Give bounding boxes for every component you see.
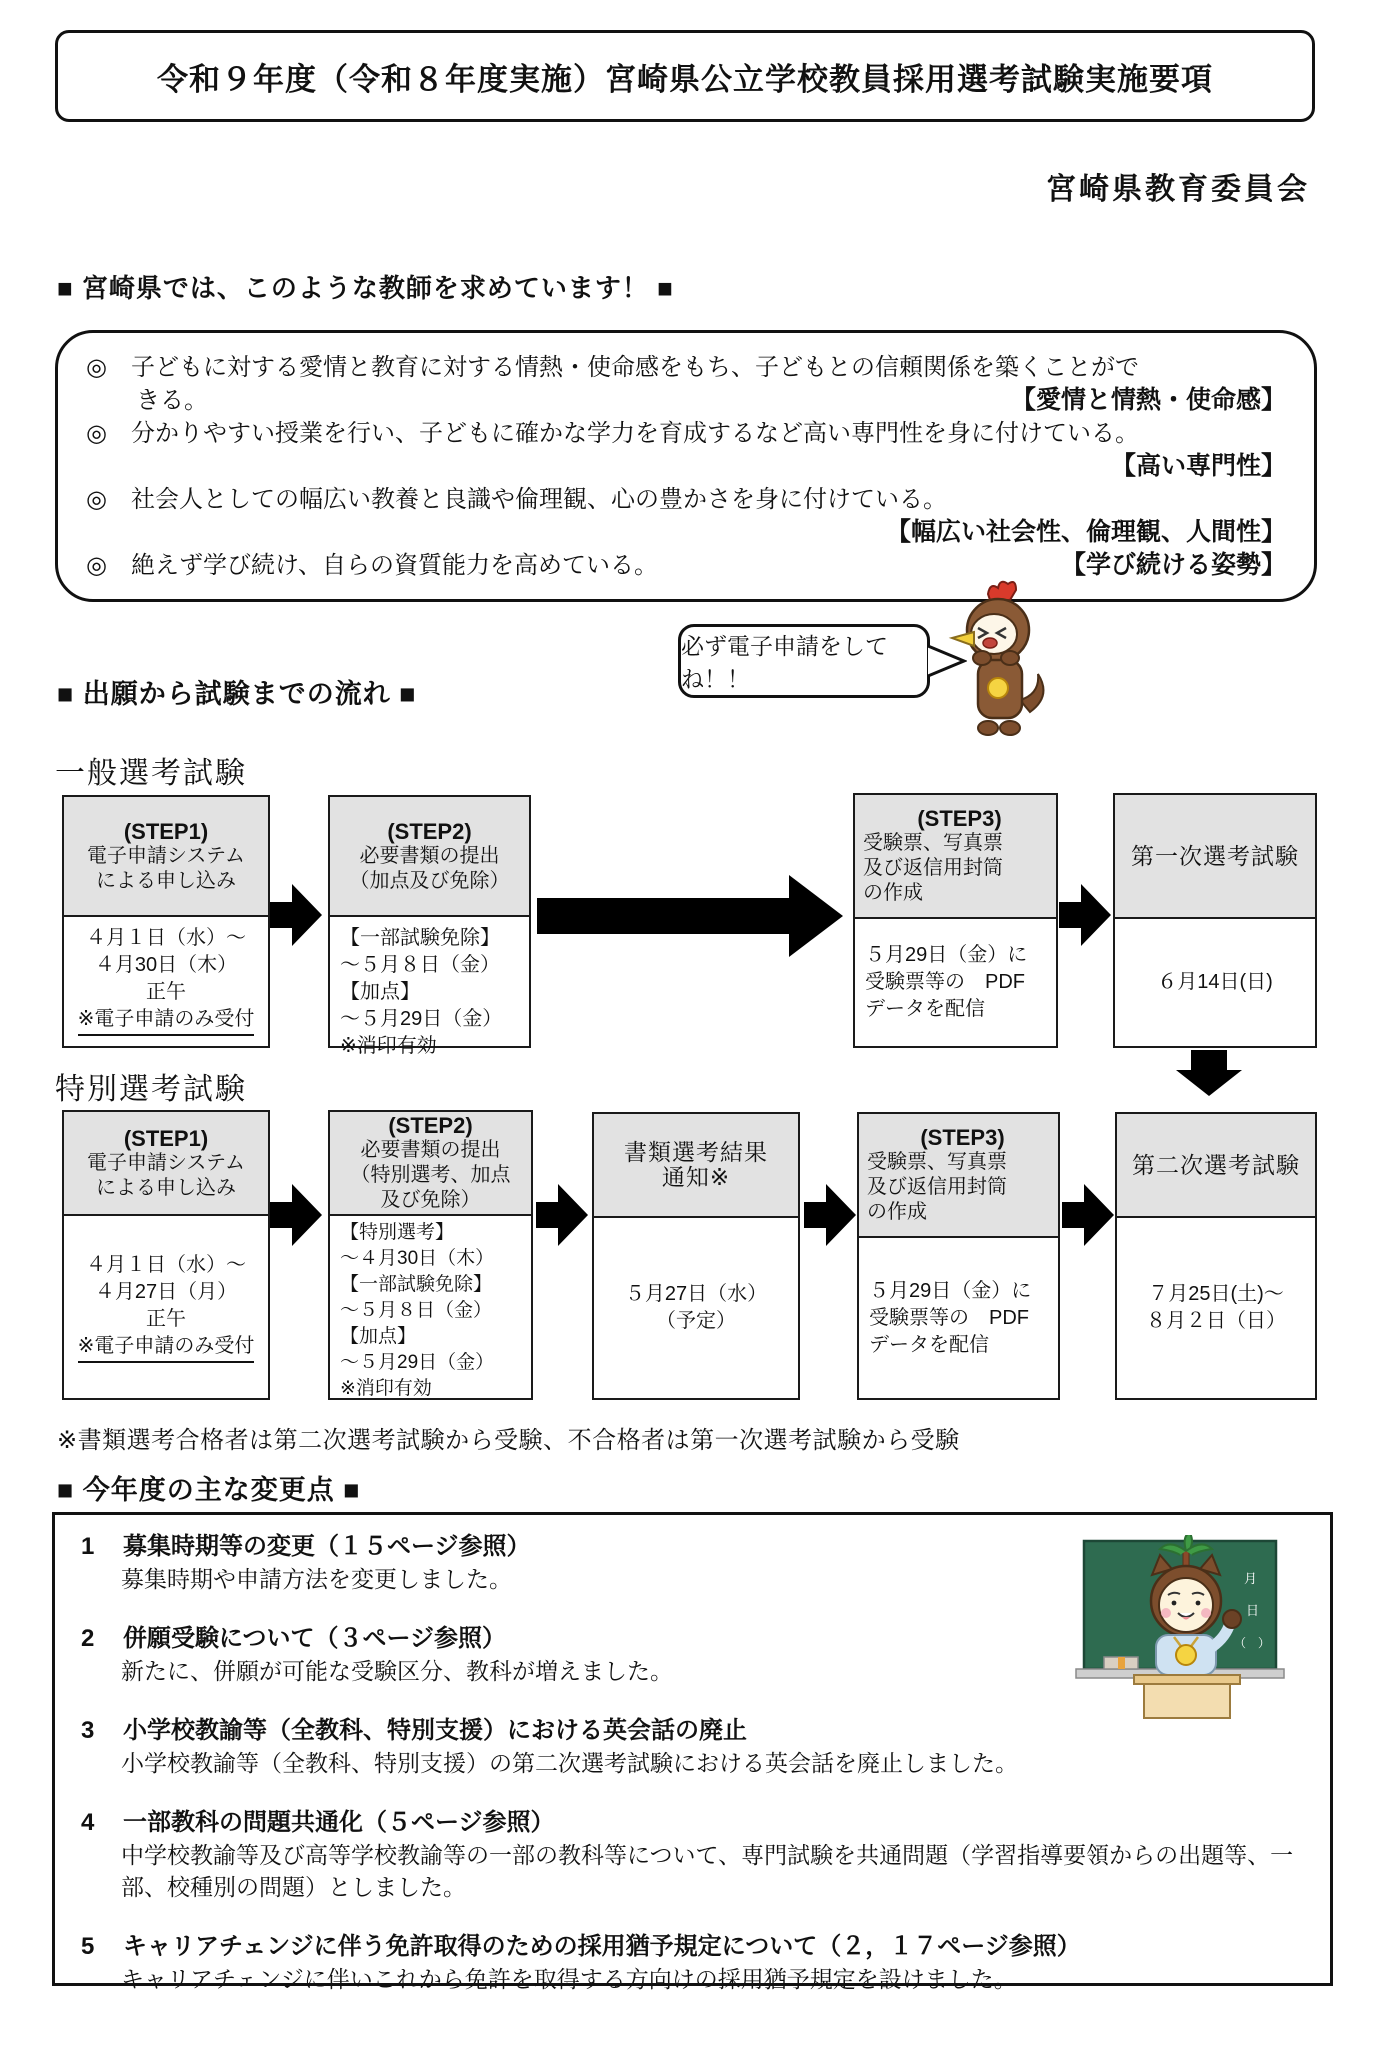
step-number: (STEP2) bbox=[388, 1113, 473, 1138]
wanted-item-2-text: ◎ 分かりやすい授業を行い、子どもに確かな学力を育成するなど高い専門性を身に付けている。 bbox=[86, 420, 1139, 447]
step-number: (STEP3) bbox=[917, 806, 1002, 831]
change-number: 5 bbox=[81, 1933, 95, 1960]
change-body: 中学校教諭等及び高等学校教諭等の一部の教科等について、専門試験を共通問題（学習指導要領からの出題等、一部、校種別の問題）としました。 bbox=[121, 1842, 1294, 1900]
eye-right bbox=[1196, 1601, 1201, 1606]
arrow-down-icon bbox=[1176, 1050, 1242, 1096]
body-line: ～５月８日（金） bbox=[340, 1300, 493, 1321]
flow-general-step2-header bbox=[330, 797, 529, 917]
wanted-item-2-cont bbox=[86, 450, 1286, 483]
speech-bubble-tail bbox=[925, 642, 967, 680]
speech-bubble bbox=[678, 624, 930, 698]
header-line: 第一次選考試験 bbox=[1131, 842, 1299, 869]
flow-special-step2-box bbox=[328, 1110, 533, 1400]
body-line: ～５月29日（金） bbox=[340, 1008, 503, 1030]
change-number: 3 bbox=[81, 1717, 95, 1744]
header-line: の作成 bbox=[867, 1201, 927, 1223]
flow-second-exam-box bbox=[1115, 1112, 1317, 1400]
mascot-comb bbox=[988, 582, 1016, 600]
step-number: (STEP1) bbox=[123, 818, 209, 844]
flow-general-step1-header bbox=[64, 797, 268, 917]
wanted-item-4-row bbox=[86, 549, 1286, 582]
wanted-item-3-cont bbox=[86, 516, 1286, 549]
body-line: ５月29日（金）に bbox=[869, 1279, 1032, 1302]
header-line: 及び返信用封筒 bbox=[867, 1176, 1007, 1198]
mascot-arm-left bbox=[973, 651, 991, 665]
flow-result-box bbox=[592, 1112, 800, 1400]
mascot-face bbox=[971, 614, 1017, 654]
flow-first-exam-header bbox=[1115, 795, 1315, 919]
flow-special-step3-box bbox=[857, 1112, 1060, 1400]
body-line: ５月27日（水） bbox=[624, 1283, 768, 1305]
wanted-item-1-text2: きる。 bbox=[136, 387, 208, 414]
flow-first-exam-box bbox=[1113, 793, 1317, 1048]
teacher-mascot-illustration bbox=[1068, 1535, 1308, 1725]
wanted-item-4-label: 【学び続ける姿勢】 bbox=[1060, 551, 1286, 579]
mascot-tail bbox=[1020, 674, 1043, 712]
body-line: ４月１日（水）～ bbox=[86, 927, 246, 949]
body-line: ～４月30日（木） bbox=[340, 1248, 495, 1269]
changes-box bbox=[52, 1512, 1333, 1992]
body-line: ～５月29日（金） bbox=[340, 1352, 495, 1373]
body-line: ８月２日（日） bbox=[1146, 1310, 1286, 1332]
flow-general-step1-body bbox=[64, 917, 268, 1046]
header-line: （特別選考、加点 bbox=[350, 1164, 511, 1186]
arrow-right-icon bbox=[536, 1184, 588, 1246]
header-line: による申し込み bbox=[96, 1176, 236, 1199]
cheek-left bbox=[1161, 1608, 1171, 1618]
desk-top bbox=[1134, 1675, 1240, 1684]
body-line: 正午 bbox=[146, 981, 186, 1003]
body-line: （予定） bbox=[656, 1310, 736, 1332]
body-line: ７月25日(土)～ bbox=[1148, 1283, 1284, 1305]
palm-trunk bbox=[1183, 1551, 1189, 1567]
wanted-item-1-label: 【愛情と情熱・使命感】 bbox=[1010, 386, 1286, 414]
step-number: (STEP3) bbox=[920, 1125, 1005, 1150]
header-line: 電子申請システム bbox=[87, 844, 245, 867]
arrow-right-long-icon bbox=[537, 875, 843, 957]
arrow-right-icon bbox=[804, 1184, 856, 1246]
body-note: ※電子申請のみ受付 bbox=[78, 1333, 255, 1363]
wanted-item-2-label: 【高い専門性】 bbox=[1110, 452, 1286, 480]
change-title: キャリアチェンジに伴う免許取得のための採用猶予規定について（２，１７ページ参照） bbox=[123, 1933, 1081, 1960]
change-title: 一部教科の問題共通化（５ページ参照） bbox=[123, 1809, 555, 1836]
header-line: 書類選考結果 bbox=[624, 1139, 768, 1165]
changes-heading: ■ 今年度の主な変更点 ■ bbox=[57, 1475, 361, 1505]
mascot-arm-right bbox=[1001, 651, 1019, 665]
header-line: による申し込み bbox=[96, 869, 236, 892]
flow-special-step1-body bbox=[64, 1216, 268, 1398]
wanted-heading: ■ 宮崎県では、このような教師を求めています！ ■ bbox=[57, 273, 674, 303]
body-line: ４月27日（月） bbox=[94, 1280, 238, 1303]
flow-general-step1-box bbox=[62, 795, 270, 1048]
eraser-stripe bbox=[1118, 1657, 1125, 1669]
change-item bbox=[79, 1931, 1306, 1995]
cheek-right bbox=[1201, 1608, 1211, 1618]
header-line: 受験票、写真票 bbox=[863, 832, 1003, 854]
arrow-right-icon bbox=[1059, 884, 1111, 946]
wanted-item-4-text: ◎ 絶えず学び続け、自らの資質能力を高めている。 bbox=[86, 552, 658, 579]
change-body: 小学校教諭等（全教科、特別支援）の第二次選考試験における英会話を廃止しました。 bbox=[121, 1750, 1018, 1776]
flow-special-label: 特別選考試験 bbox=[55, 1073, 247, 1106]
change-number: 1 bbox=[81, 1533, 95, 1560]
wanted-box bbox=[55, 330, 1317, 602]
body-line: ４月30日（木） bbox=[94, 954, 238, 976]
change-title: 併願受験について（３ページ参照） bbox=[123, 1625, 507, 1652]
flow-general-label: 一般選考試験 bbox=[55, 757, 247, 790]
document-title-box bbox=[55, 30, 1315, 122]
body-line: ５月29日（金）に bbox=[865, 944, 1028, 966]
change-number: 2 bbox=[81, 1625, 95, 1652]
flow-special-step1-box bbox=[62, 1110, 270, 1400]
flow-result-body bbox=[594, 1218, 798, 1398]
wanted-item-3-text: ◎ 社会人としての幅広い教養と良識や倫理観、心の豊かさを身に付けている。 bbox=[86, 486, 947, 513]
flow-special-step3-body bbox=[859, 1238, 1058, 1398]
body-note: ※電子申請のみ受付 bbox=[78, 1006, 255, 1036]
mascot-foot-left bbox=[978, 721, 998, 735]
eye-left bbox=[1172, 1601, 1177, 1606]
body-line: 【加点】 bbox=[340, 981, 420, 1003]
change-body: キャリアチェンジに伴いこれから免許を取得する方向けの採用猶予規定を設けました。 bbox=[121, 1966, 1017, 1992]
arrow-right-icon bbox=[1062, 1184, 1114, 1246]
header-line: 必要書類の提出 bbox=[359, 844, 500, 867]
header-line: の作成 bbox=[863, 882, 923, 904]
body-line: データを配信 bbox=[865, 998, 985, 1020]
flow-second-exam-body bbox=[1117, 1218, 1315, 1398]
mitten bbox=[1223, 1610, 1241, 1628]
body-line: ※消印有効 bbox=[340, 1035, 437, 1057]
mascot-medal bbox=[988, 678, 1008, 698]
arrow-right-icon bbox=[270, 884, 322, 946]
header-line: 及び免除） bbox=[380, 1189, 481, 1211]
change-number: 4 bbox=[81, 1809, 95, 1836]
flow-second-exam-header bbox=[1117, 1114, 1315, 1218]
wanted-item-1-text: ◎ 子どもに対する愛情と教育に対する情熱・使命感をもち、子どもとの信頼関係を築くことがで bbox=[86, 354, 1139, 381]
board-text-paren: （ ） bbox=[1234, 1636, 1271, 1650]
mascot-face bbox=[1159, 1578, 1213, 1632]
header-line: 及び返信用封筒 bbox=[863, 857, 1003, 879]
body-line: 【一部試験免除】 bbox=[340, 1274, 493, 1295]
wanted-item-3-label: 【幅広い社会性、倫理観、人間性】 bbox=[885, 518, 1286, 546]
change-title-row bbox=[79, 1807, 1306, 1839]
flow-special-step1-header bbox=[64, 1112, 268, 1216]
flow-general-step3-box bbox=[853, 793, 1058, 1048]
organization-name: 宮崎県教育委員会 bbox=[1046, 173, 1310, 206]
header-line: 受験票、写真票 bbox=[867, 1151, 1007, 1173]
change-title: 小学校教諭等（全教科、特別支援）における英会話の廃止 bbox=[123, 1717, 747, 1744]
change-item bbox=[79, 1807, 1306, 1903]
flow-first-exam-body bbox=[1115, 919, 1315, 1046]
flow-note: ※書類選考合格者は第二次選考試験から受験、不合格者は第一次選考試験から受験 bbox=[57, 1427, 960, 1454]
body-line: 【特別選考】 bbox=[340, 1222, 455, 1243]
header-line: 通知※ bbox=[661, 1164, 731, 1190]
board-text-month: 月 bbox=[1244, 1571, 1258, 1586]
body-line: 受験票等の PDF bbox=[865, 971, 1025, 993]
body-line: 受験票等の PDF bbox=[869, 1306, 1029, 1329]
desk-front bbox=[1144, 1684, 1230, 1718]
document-title: 令和９年度（令和８年度実施）宮崎県公立学校教員採用選考試験実施要項 bbox=[157, 61, 1213, 97]
speech-bubble-text: 必ず電子申請をしてね！！ bbox=[681, 633, 888, 692]
mascot-foot-right bbox=[1000, 721, 1020, 735]
step-number: (STEP1) bbox=[123, 1125, 209, 1151]
wanted-item-1-cont bbox=[86, 384, 1286, 417]
body-line: ※消印有効 bbox=[340, 1378, 432, 1399]
header-line: 第二次選考試験 bbox=[1132, 1151, 1300, 1178]
header-line: 必要書類の提出 bbox=[360, 1139, 501, 1161]
medal bbox=[1176, 1645, 1196, 1665]
body-line: 正午 bbox=[146, 1307, 186, 1330]
board-text-day: 日 bbox=[1246, 1603, 1260, 1618]
header-line: 電子申請システム bbox=[87, 1151, 245, 1174]
body-line: データを配信 bbox=[869, 1333, 989, 1356]
body-line: ６月14日(日) bbox=[1157, 971, 1273, 993]
body-line: ４月１日（水）～ bbox=[86, 1253, 246, 1276]
flow-special-step2-body bbox=[330, 1216, 531, 1402]
change-body: 募集時期や申請方法を変更しました。 bbox=[121, 1566, 512, 1592]
flow-special-step3-header bbox=[859, 1114, 1058, 1238]
flow-special-step2-header bbox=[330, 1112, 531, 1216]
flow-general-step2-body bbox=[330, 917, 529, 1060]
flow-general-step3-body bbox=[855, 919, 1056, 1046]
change-title: 募集時期等の変更（１５ページ参照） bbox=[123, 1533, 531, 1560]
body-line: 【加点】 bbox=[340, 1326, 417, 1347]
step-number: (STEP2) bbox=[387, 818, 472, 844]
change-title-row bbox=[79, 1931, 1306, 1963]
flow-heading: ■ 出願から試験までの流れ ■ bbox=[57, 679, 417, 709]
mascot-mouth bbox=[983, 638, 997, 648]
flow-general-step2-box bbox=[328, 795, 531, 1057]
flow-result-header bbox=[594, 1114, 798, 1218]
arrow-right-icon bbox=[270, 1184, 322, 1246]
body-line: ～５月８日（金） bbox=[340, 954, 500, 976]
change-body: 新たに、併願が可能な受験区分、教科が増えました。 bbox=[121, 1658, 673, 1684]
body-line: 【一部試験免除】 bbox=[340, 927, 500, 949]
header-line: （加点及び免除） bbox=[349, 869, 510, 892]
flow-general-step3-header bbox=[855, 795, 1056, 919]
